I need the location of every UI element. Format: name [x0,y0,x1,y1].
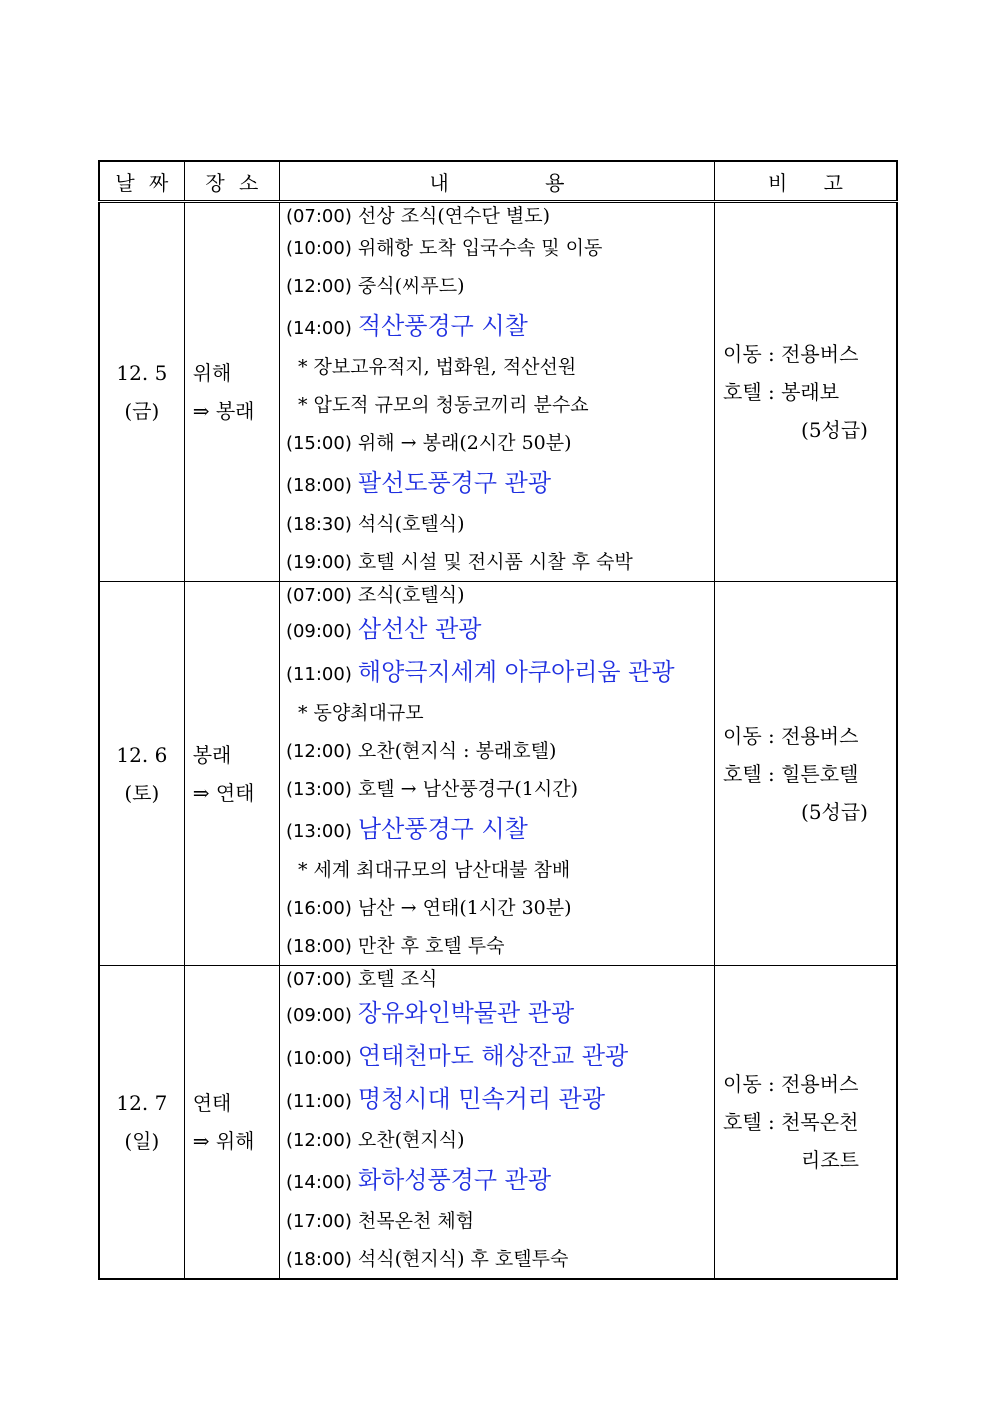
header-note [715,161,897,202]
schedule-time: (16:00) [285,898,352,919]
schedule-time: (13:00) [285,821,352,842]
schedule-time: (09:00) [285,1005,352,1026]
place-cell [184,582,279,966]
schedule-text: 호텔 시설 및 전시품 시찰 후 숙박 [357,551,633,573]
schedule-time: (13:00) [285,779,352,800]
header-row [99,161,897,202]
weekday: (토) [124,780,160,805]
schedule-text: 호텔 조식 [357,968,438,990]
schedule-time: (18:30) [285,514,352,535]
schedule-text: 석식(현지식) 후 호텔투숙 [357,1248,569,1270]
note-transport: 이동 : 전용버스 [723,342,859,366]
place-to: ⇒ 봉래 [192,399,255,423]
note-cell [715,966,897,1280]
schedule-highlight: 장유와인박물관 관광 [357,999,575,1027]
schedule-highlight: 명청시대 민속거리 관광 [357,1085,606,1113]
content-cell [279,582,714,966]
schedule-text: 천목온천 체험 [357,1210,475,1232]
schedule-time: (07:00) [285,969,352,990]
schedule-item [286,1035,708,1078]
schedule-item [286,608,708,651]
date-value: 12. 7 [116,1091,168,1115]
schedule-item [286,543,708,581]
schedule-time: (07:00) [285,206,352,227]
schedule-time: (18:00) [285,475,352,496]
date-cell [99,582,184,966]
note-cell [715,202,897,582]
schedule-text: 호텔 → 남산풍경구(1시간) [357,778,579,800]
schedule-text: * 장보고유적지, 법화원, 적산선원 [297,356,577,378]
schedule-time: (10:00) [285,238,352,259]
header-content-label: 내 용 [429,170,565,195]
day-rows [99,202,897,1280]
note-hotel-extra: 리조트 [801,1148,859,1172]
place-cell [184,966,279,1280]
schedule-time: (18:00) [285,1249,352,1270]
note-hotel: 호텔 : 봉래보 [723,380,840,404]
weekday: (금) [124,399,160,423]
schedule-text: 남산 → 연태(1시간 30분) [357,897,572,919]
schedule-time: (10:00) [285,1048,352,1069]
schedule-text: 위해 → 봉래(2시간 50분) [357,432,572,454]
schedule-text: * 압도적 규모의 청동코끼리 분수쇼 [297,394,589,416]
schedule-item [286,732,708,770]
header-content [279,161,714,202]
schedule-time: (07:00) [285,585,352,606]
note-transport: 이동 : 전용버스 [723,723,859,748]
place-from: 연태 [192,1091,232,1115]
schedule-note [286,386,708,424]
content-cell [279,202,714,582]
schedule-text: 석식(호텔식) [357,513,465,535]
schedule-note [286,694,708,732]
note-hotel: 호텔 : 힐튼호텔 [723,761,859,786]
schedule-item [286,505,708,543]
schedule-time: (14:00) [285,1172,352,1193]
date-cell [99,966,184,1280]
schedule-text: 오찬(현지식 : 봉래호텔) [357,740,557,762]
schedule-item [286,889,708,927]
schedule-note [286,348,708,386]
day-row [99,966,897,1280]
note-cell [715,582,897,966]
content-cell [279,966,714,1280]
schedule-highlight: 연태천마도 해상잔교 관광 [357,1042,629,1070]
schedule-text: * 동양최대규모 [297,702,424,724]
schedule-time: (12:00) [285,276,352,297]
schedule-time: (11:00) [285,1091,352,1112]
header-note-label: 비 고 [768,170,843,195]
schedule-item [286,267,708,305]
schedule-item [286,305,708,348]
schedule-item [286,1202,708,1240]
schedule-highlight: 화하성풍경구 관광 [357,1166,552,1194]
note-hotel-extra: (5성급) [801,799,868,824]
place-to: ⇒ 위해 [192,1129,255,1153]
schedule-highlight: 해양극지세계 아쿠아리움 관광 [357,658,675,686]
schedule-item [286,462,708,505]
schedule-item [286,1121,708,1159]
schedule-text: 위해항 도착 입국수속 및 이동 [357,237,603,259]
date-cell [99,202,184,582]
note-hotel: 호텔 : 천목온천 [723,1110,859,1134]
schedule-highlight: 적산풍경구 시찰 [357,312,528,340]
schedule-item [286,927,708,965]
place-from: 위해 [192,361,232,385]
header-place: 장 소 [184,161,279,202]
schedule-item [286,1240,708,1278]
place-to: ⇒ 연태 [192,780,255,805]
schedule-item [286,582,708,608]
schedule-time: (12:00) [285,1130,352,1151]
date-value: 12. 6 [116,742,168,767]
schedule-time: (09:00) [285,621,352,642]
schedule-time: (17:00) [285,1211,352,1232]
note-transport: 이동 : 전용버스 [723,1072,859,1096]
schedule-item [286,770,708,808]
date-value: 12. 5 [116,361,168,385]
schedule-time: (12:00) [285,741,352,762]
schedule-time: (19:00) [285,552,352,573]
schedule-item [286,1159,708,1202]
schedule-time: (18:00) [285,936,352,957]
itinerary-table [98,160,898,1280]
place-from: 봉래 [192,742,232,767]
schedule-item [286,424,708,462]
note-hotel-extra: (5성급) [801,418,868,442]
schedule-note [286,851,708,889]
schedule-text: * 세계 최대규모의 남산대불 참배 [297,859,571,881]
schedule-highlight: 팔선도풍경구 관광 [357,469,552,497]
schedule-item [286,203,708,229]
place-cell [184,202,279,582]
schedule-text: 오찬(현지식) [357,1129,465,1151]
schedule-item [286,966,708,992]
schedule-item [286,229,708,267]
schedule-item [286,651,708,694]
schedule-time: (15:00) [285,433,352,454]
weekday: (일) [124,1129,160,1153]
schedule-item [286,992,708,1035]
schedule-text: 선상 조식(연수단 별도) [357,205,550,227]
schedule-time: (14:00) [285,318,352,339]
schedule-time: (11:00) [285,664,352,685]
schedule-highlight: 남산풍경구 시찰 [357,815,528,843]
schedule-item [286,808,708,851]
schedule-text: 만찬 후 호텔 투숙 [357,935,505,957]
day-row [99,202,897,582]
schedule-text: 조식(호텔식) [357,584,465,606]
header-date: 날 짜 [99,161,184,202]
day-row [99,582,897,966]
schedule-highlight: 삼선산 관광 [357,615,482,643]
schedule-text: 중식(씨푸드) [357,275,465,297]
schedule-item [286,1078,708,1121]
